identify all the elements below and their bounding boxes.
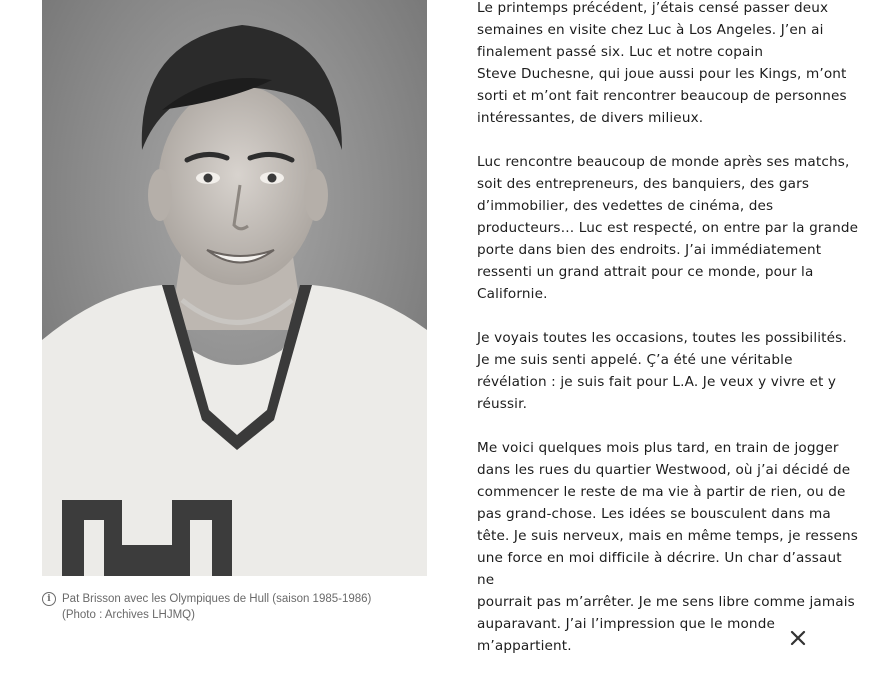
- article-paragraph: Luc rencontre beaucoup de monde après ses matchs, soit des entrepreneurs, des banquiers, des gars d’immobilier, des vedettes de cinéma, des producteurs… Luc est respecté, on entre par la grande porte dans bien des endroits. J’ai immédiatement ressenti un grand attrait pour ce monde, pour la Californie.: [477, 154, 859, 302]
- article-body: [477, 0, 862, 679]
- caption-text: [62, 591, 371, 623]
- article-paragraph: Le printemps précédent, j’étais censé passer deux semaines en visite chez Luc à Los Angeles. J’en ai finalement passé six. Luc et notre copain Steve Duchesne, qui joue aussi pour les Kings, m’ont sorti et m’ont fait rencontrer beaucoup de personnes intéressantes, de divers milieux.: [477, 0, 847, 126]
- caption-line-2: (Photo : Archives LHJMQ): [62, 609, 195, 621]
- close-icon: [788, 628, 808, 648]
- article-paragraph: Me voici quelques mois plus tard, en train de jogger dans les rues du quartier Westwood, où j’ai décidé de commencer le reste de ma vie à partir de rien, ou de pas grand-chose. Les idées se bousculent dans ma tête. Je suis nerveux, mais en même temps, je ressens une force en moi difficile à décrire. Un char d’assaut ne pourrait pas m’arrêter. Je me sens libre comme jamais auparavant. J’ai l’impression que le monde m’appartient.: [477, 440, 859, 654]
- player-photo-image: [42, 0, 427, 576]
- caption-line-1: Pat Brisson avec les Olympiques de Hull (saison 1985-1986): [62, 593, 372, 605]
- player-photo: [42, 0, 427, 576]
- close-button[interactable]: [788, 628, 808, 648]
- photo-caption: [42, 591, 442, 623]
- info-icon: i: [42, 592, 56, 606]
- article-paragraph: Je voyais toutes les occasions, toutes les possibilités. Je me suis senti appelé. Ç’a été une véritable révélation : je suis fait pour L.A. Je veux y vivre et y réussir.: [477, 330, 847, 412]
